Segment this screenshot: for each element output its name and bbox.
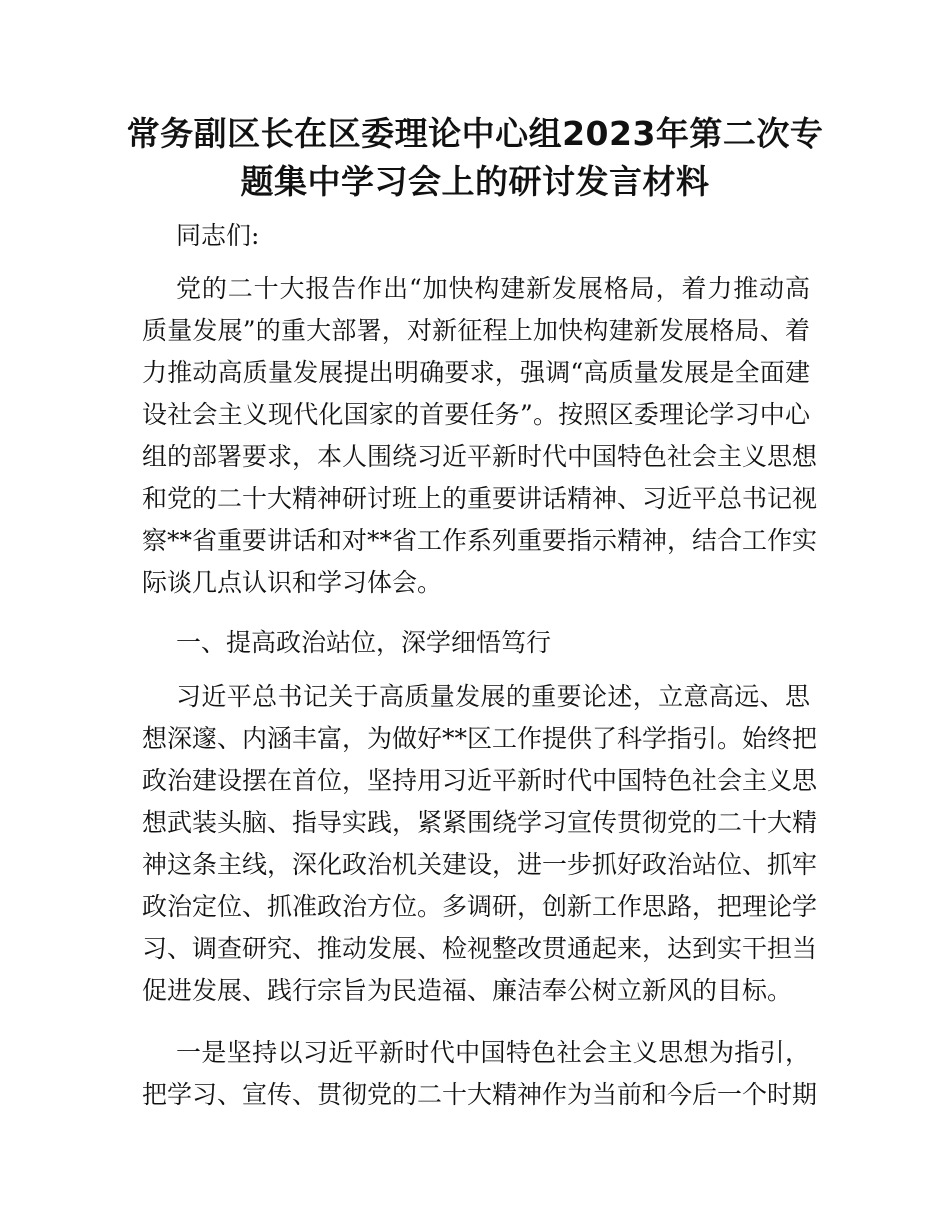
body-line: 一是坚持以习近平新时代中国特色社会主义思想为指引，: [176, 1038, 810, 1067]
body-line: 想深邃、内涵丰富，为做好**区工作提供了科学指引。始终把: [142, 724, 818, 753]
body-line: 习、调查研究、推动发展、检视整改贯通起来，达到实干担当: [142, 934, 818, 963]
body-line: 质量发展”的重大部署，对新征程上加快构建新发展格局、着: [142, 316, 810, 345]
body-line: 政治定位、抓准政治方位。多调研，创新工作思路，把理论学: [142, 892, 818, 921]
salutation: 同志们:: [176, 221, 260, 250]
body-line: 神这条主线，深化政治机关建设，进一步抓好政治站位、抓牢: [142, 850, 818, 879]
body-line: 促进发展、践行宗旨为民造福、廉洁奉公树立新风的目标。: [142, 976, 793, 1005]
body-line: 政治建设摆在首位，坚持用习近平新时代中国特色社会主义思: [142, 766, 818, 795]
body-line: 设社会主义现代化国家的首要任务”。按照区委理论学习中心: [142, 400, 810, 429]
body-line: 党的二十大报告作出“加快构建新发展格局，着力推动高: [176, 274, 810, 303]
body-line: 察**省重要讲话和对**省工作系列重要指示精神，结合工作实: [142, 526, 818, 555]
title-line-1: 常务副区长在区委理论中心组2023年第二次专: [126, 114, 824, 153]
title-line-2: 题集中学习会上的研讨发言材料: [240, 162, 710, 201]
body-line: 际谈几点认识和学习体会。: [142, 568, 443, 597]
body-line: 力推动高质量发展提出明确要求，强调“高质量发展是全面建: [142, 358, 810, 387]
body-line: 和党的二十大精神研讨班上的重要讲话精神、习近平总书记视: [142, 484, 818, 513]
body-line: 把学习、宣传、贯彻党的二十大精神作为当前和今后一个时期: [142, 1080, 818, 1109]
section-heading: 一、提高政治站位，深学细悟笃行: [176, 628, 552, 657]
body-line: 习近平总书记关于高质量发展的重要论述，立意高远、思: [176, 682, 810, 711]
body-line: 组的部署要求，本人围绕习近平新时代中国特色社会主义思想: [142, 442, 818, 471]
document-title: [120, 110, 830, 206]
body-line: 想武装头脑、指导实践，紧紧围绕学习宣传贯彻党的二十大精: [142, 808, 818, 837]
